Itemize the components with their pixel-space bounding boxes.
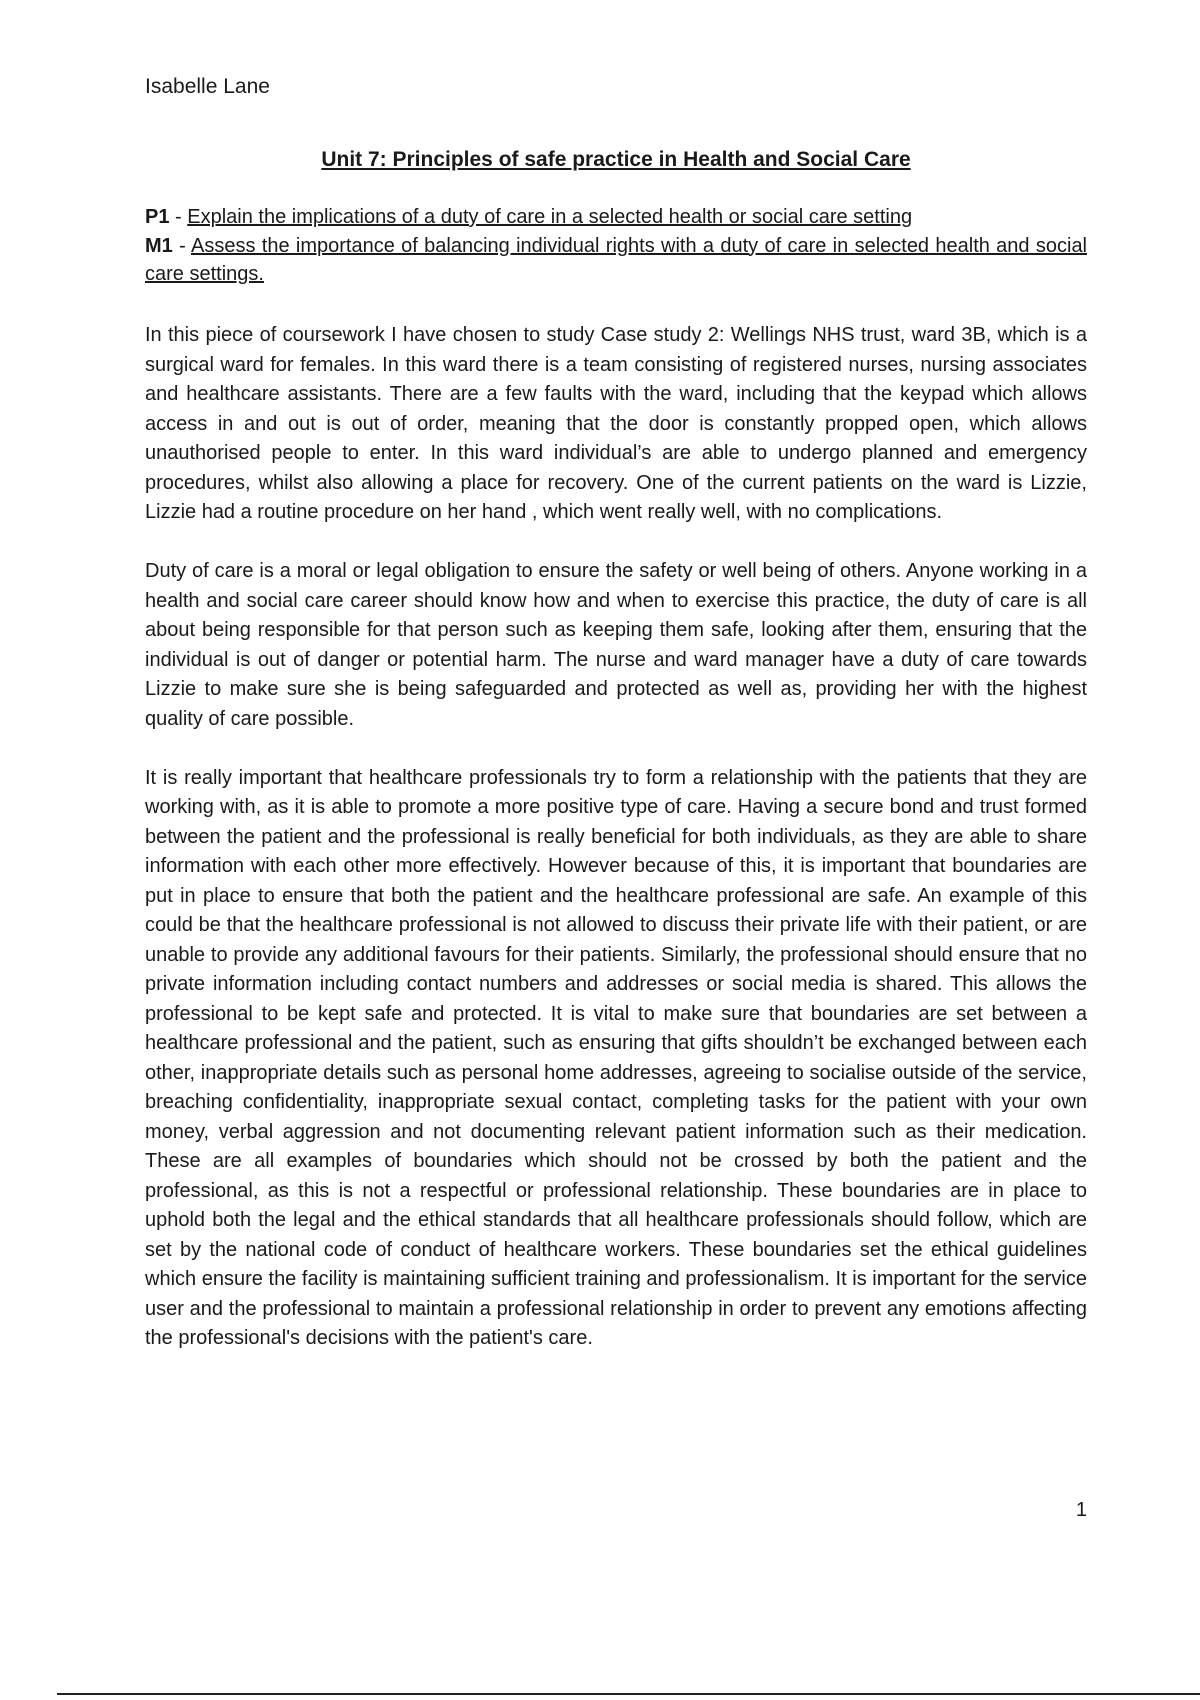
paragraph-duty-of-care: Duty of care is a moral or legal obligation to ensure the safety or well being of others. Anyone working in a health and social care career should know how and when to exercise this practice, the duty of care is all about being responsible for that person such as keeping them safe, looking after them, ensuring that the individual is out of danger or potential harm. The nurse and ward manager have a duty of care towards Lizzie to make sure she is being safeguarded and protected as well as, providing her with the highest quality of care possible. xyxy=(145,560,1087,730)
page-bottom-divider xyxy=(57,1693,1200,1695)
criterion-separator: - xyxy=(172,234,191,257)
criterion-code: P1 xyxy=(145,206,170,228)
criterion-m1 xyxy=(145,232,1087,289)
document-title: Unit 7: Principles of safe practice in Health and Social Care xyxy=(321,148,911,171)
criterion-p1 xyxy=(145,203,1087,232)
criterion-description: Assess the importance of balancing individual rights with a duty of care in selected health and social care settings. xyxy=(145,234,1088,285)
paragraph-professional-boundaries: It is really important that healthcare professionals try to form a relationship with the patients that they are working with, as it is able to promote a more positive type of care. Having a secure bond and trust formed between the patient and the professional is really beneficial for both individuals, as they are able to share information with each other more effectively. However because of this, it is important that boundaries are put in place to ensure that both the patient and the healthcare professional are safe. An example of this could be that the healthcare professional is not allowed to discuss their private life with their patient, or are unable to provide any additional favours for their patients. Similarly, the professional should ensure that no private information including contact numbers and addresses or social media is shared. This allows the professional to be kept safe and protected. It is vital to make sure that boundaries are set between a healthcare professional and the patient, such as ensuring that gifts shouldn’t be exchanged between each other, inappropriate details such as personal home addresses, agreeing to socialise outside of the service, breaching confidentiality, inappropriate sexual contact, completing tasks for the patient with your own money, verbal aggression and not documenting relevant patient information such as their medication. These are all examples of boundaries which should not be crossed by both the patient and the professional, as this is not a respectful or professional relationship. These boundaries are in place to uphold both the legal and the ethical standards that all healthcare professionals should follow, which are set by the national code of conduct of healthcare workers. These boundaries set the ethical guidelines which ensure the facility is maintaining sufficient training and professionalism. It is important for the service user and the professional to maintain a professional relationship in order to prevent any emotions affecting the professional's decisions with the patient's care. xyxy=(145,766,1087,1349)
criterion-code: M1 xyxy=(145,234,173,257)
author-name: Isabelle Lane xyxy=(145,75,270,98)
criterion-separator: - xyxy=(169,206,188,228)
assessment-criteria xyxy=(145,203,1087,289)
body-text xyxy=(145,321,1087,1383)
paragraph-case-study: In this piece of coursework I have chosen to study Case study 2: Wellings NHS trust, ward 3B, which is a surgical ward for females. In this ward there is a team consisting of registered nurses, nursing associates and healthcare assistants. There are a few faults with the ward, including that the keypad which allows access in and out is out of order, meaning that the door is constantly propped open, which allows unauthorised people to enter. In this ward individual’s are able to undergo planned and emergency procedures, whilst also allowing a place for recovery. One of the current patients on the ward is Lizzie, Lizzie had a routine procedure on her hand , which went really well, with no complications. xyxy=(145,324,1087,523)
criterion-description: Explain the implications of a duty of care in a selected health or social care setting xyxy=(187,206,913,228)
page-number: 1 xyxy=(1075,1499,1087,1521)
